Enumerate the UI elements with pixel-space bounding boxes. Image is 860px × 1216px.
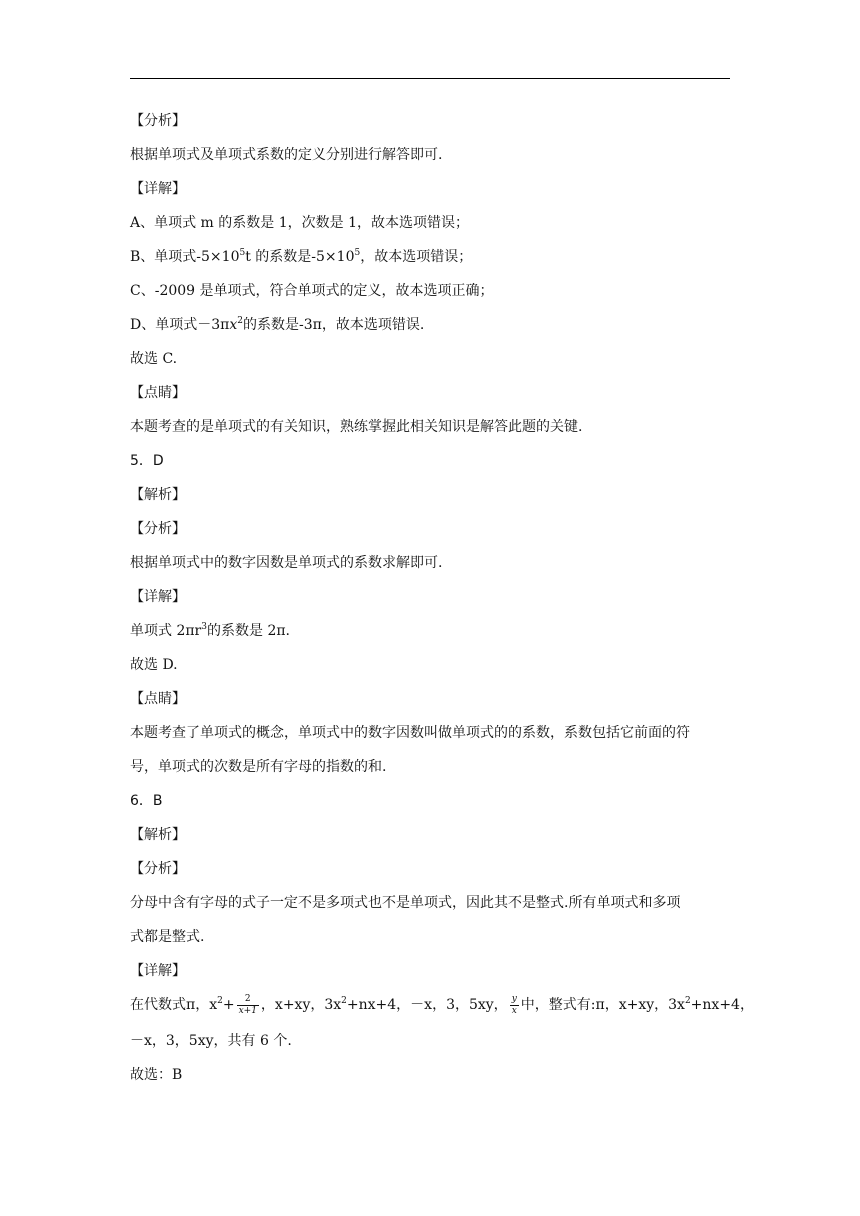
q4-option-a: A、单项式 m 的系数是 1，次数是 1，故本选项错误； [130, 215, 469, 231]
q5-comment-line2: 号，单项式的次数是所有字母的指数的和. [130, 759, 387, 775]
q4-option-b: B、单项式$-5\times 10^5t$ 的系数是$-5\times 10^5$，故本选项错误； [130, 248, 473, 265]
q6-analysis-line1: 分母中含有字母的式子一定不是多项式也不是单项式，因此其不是整式.所有单项式和多项 [130, 895, 681, 911]
q6-choice: 故选：B [130, 1067, 183, 1083]
q4-comment-text: 本题考查的是单项式的有关知识，熟练掌握此相关知识是解答此题的关键. [130, 419, 583, 435]
q6-detail-line2: －x，3，5xy，共有 6 个. [130, 1033, 292, 1049]
q4-choice: 故选 C. [130, 351, 178, 367]
q6-detail-heading: 【详解】 [130, 963, 186, 979]
q5-comment-heading: 【点睛】 [130, 691, 186, 707]
q4-analysis-heading: 【分析】 [130, 113, 186, 129]
q5-jiexi-heading: 【解析】 [130, 487, 186, 503]
q5-detail-heading: 【详解】 [130, 589, 186, 605]
q6-jiexi-heading: 【解析】 [130, 827, 186, 843]
q4-comment-heading: 【点睛】 [130, 385, 186, 401]
q4-option-d: D、单项式$-3\pi x^2$的系数是-3π，故本选项错误. [130, 316, 425, 333]
q6-analysis-line2: 式都是整式. [130, 929, 205, 945]
q5-analysis-heading: 【分析】 [130, 521, 186, 537]
q4-option-c: C、-2009 是单项式，符合单项式的定义，故本选项正确； [130, 283, 494, 299]
q5-analysis-text: 根据单项式中的数字因数是单项式的系数求解即可. [130, 555, 443, 571]
q5-detail-text: 单项式 $2\pi r^3$的系数是 2π. [130, 622, 291, 639]
q6-analysis-heading: 【分析】 [130, 861, 186, 877]
fraction-2-over-x-plus-1: $\frac{2}{x+1}$ [238, 993, 257, 1016]
header-rule [130, 78, 730, 79]
q4-detail-heading: 【详解】 [130, 181, 186, 197]
q5-comment-line1: 本题考查了单项式的概念，单项式中的数字因数叫做单项式的的系数，系数包括它前面的符 [130, 725, 690, 741]
q4-analysis-text: 根据单项式及单项式系数的定义分别进行解答即可. [130, 147, 443, 163]
q5-choice: 故选 D. [130, 657, 178, 673]
q6-detail-line1: 在代数式π，$x^2+$ $\frac{2}{x+1}$ ，x+xy，$3x^2+nx+4$，－x，3，5xy， $\frac{y}{x}$ 中，整式有:π，x+xy，$3x^2+nx+4$， [130, 993, 754, 1016]
q6-number: 6．B [130, 793, 163, 809]
fraction-y-over-x: $\frac{y}{x}$ [511, 993, 517, 1016]
q5-number: 5．D [130, 453, 164, 469]
